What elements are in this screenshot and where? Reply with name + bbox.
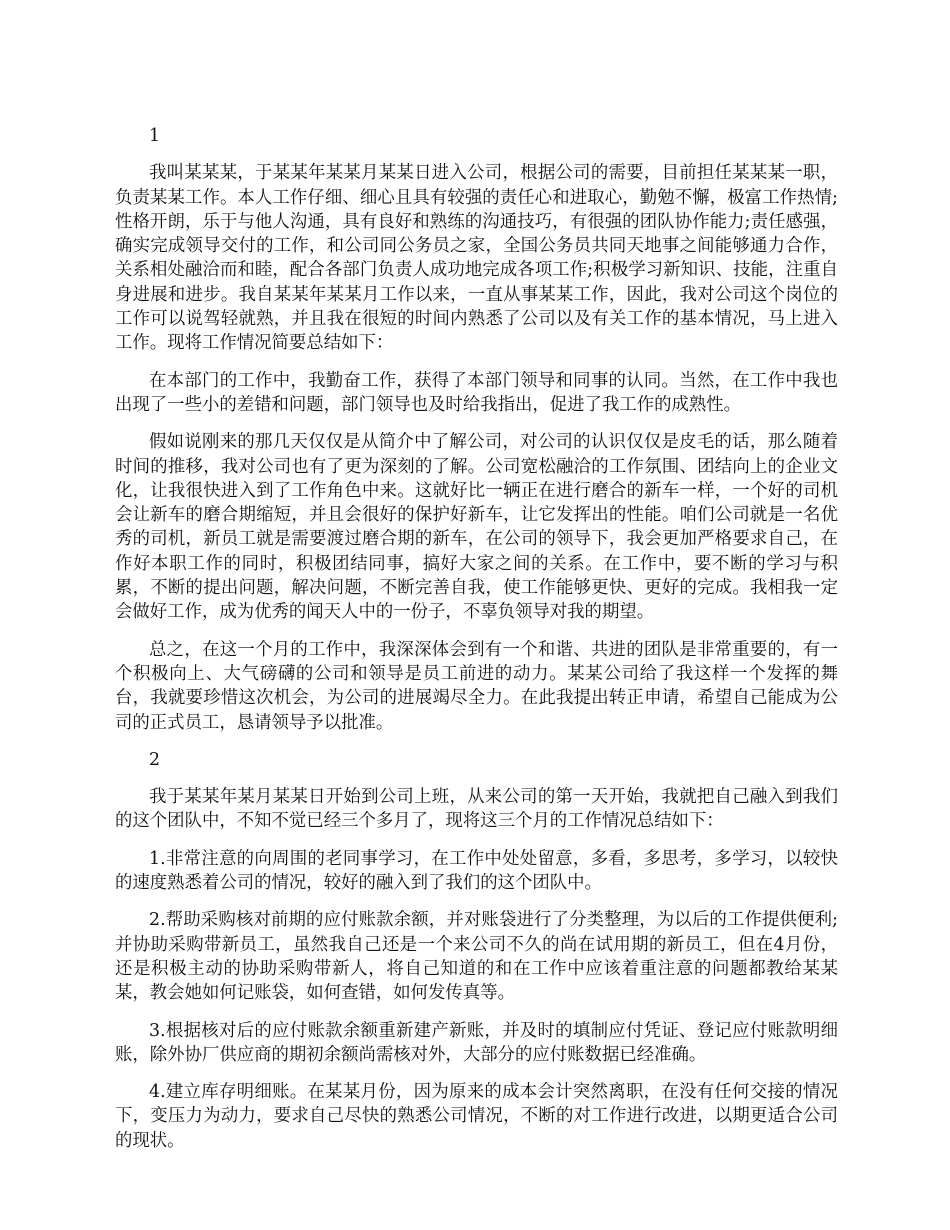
paragraph: 总之，在这一个月的工作中，我深深体会到有一个和谐、共进的团队是非常重要的，有一个积极向上、大气磅礴的公司和领导是员工前进的动力。某某公司给了我这样一个发挥的舞台，我就要珍惜这次机会，为公司的进展竭尽全力。在此我提出转正申请，希望自己能成为公司的正式员工，恳请领导予以批准。: [115, 639, 838, 733]
paragraph: 我叫某某某，于某某年某某月某某日进入公司，根据公司的需要，目前担任某某某一职，负责某某工作。本人工作仔细、细心且具有较强的责任心和进取心，勤勉不懈，极富工作热情;性格开朗，乐于与他人沟通，具有良好和熟练的沟通技巧，有很强的团队协作能力;责任感强，确实完成领导交付的工作，和公司同公务员之家，全国公务员共同天地事之间能够通力合作，关系相处融洽而和睦，配合各部门负责人成功地完成各项工作;积极学习新知识、技能，注重自身进展和进步。我自某某年某某月工作以来，一直从事某某工作，因此，我对公司这个岗位的工作可以说驾轻就熟，并且我在很短的时间内熟悉了公司以及有关工作的基本情况，马上进入工作。现将工作情况简要总结如下：: [115, 163, 838, 354]
paragraph: 4.建立库存明细账。在某某月份，因为原来的成本会计突然离职，在没有任何交接的情况下，变压力为动力，要求自己尽快的熟悉公司情况，不断的对工作进行改进，以期更适合公司的现状。: [115, 1082, 838, 1151]
section-number: 2: [149, 749, 161, 770]
paragraph: 2.帮助采购核对前期的应付账款余额，并对账袋进行了分类整理，为以后的工作提供便利;并协助采购带新员工，虽然我自己还是一个来公司不久的尚在试用期的新员工，但在4月份，还是积极主动的协助采购带新人，将自己知道的和在工作中应该着重注意的问题都教给某某某，教会她如何记账袋，如何查错，如何发传真等。: [115, 910, 838, 1004]
paragraph: 我于某某年某月某某日开始到公司上班，从来公司的第一天开始，我就把自己融入到我们的这个团队中，不知不觉已经三个多月了，现将这三个月的工作情况总结如下：: [115, 787, 838, 832]
paragraph: 1.非常注意的向周围的老同事学习，在工作中处处留意，多看，多思考，多学习，以较快的速度熟悉着公司的情况，较好的融入到了我们的这个团队中。: [115, 848, 838, 894]
paragraph: 在本部门的工作中，我勤奋工作，获得了本部门领导和同事的认同。当然，在工作中我也出现了一些小的差错和问题，部门领导也及时给我指出，促进了我工作的成熟性。: [115, 370, 838, 415]
paragraph: 3.根据核对后的应付账款余额重新建产新账，并及时的填制应付凭证、登记应付账款明细账，除外协厂供应商的期初余额尚需核对外，大部分的应付账数据已经准确。: [115, 1020, 838, 1065]
document-page: [115, 124, 838, 1166]
section-number: 1: [149, 126, 161, 146]
paragraph: 假如说刚来的那几天仅仅是从简介中了解公司，对公司的认识仅仅是皮毛的话，那么随着时间的推移，我对公司也有了更为深刻的了解。公司宽松融洽的工作氛围、团结向上的企业文化，让我很快进入到了工作角色中来。这就好比一辆正在进行磨合的新车一样，一个好的司机会让新车的磨合期缩短，并且会很好的保护好新车，让它发挥出的性能。咱们公司就是一名优秀的司机，新员工就是需要渡过磨合期的新车，在公司的领导下，我会更加严格要求自己，在作好本职工作的同时，积极团结同事，搞好大家之间的关系。在工作中，要不断的学习与积累，不断的提出问题，解决问题，不断完善自我，使工作能够更快、更好的完成。我相我一定会做好工作，成为优秀的闻天人中的一份子，不辜负领导对我的期望。: [115, 432, 838, 623]
